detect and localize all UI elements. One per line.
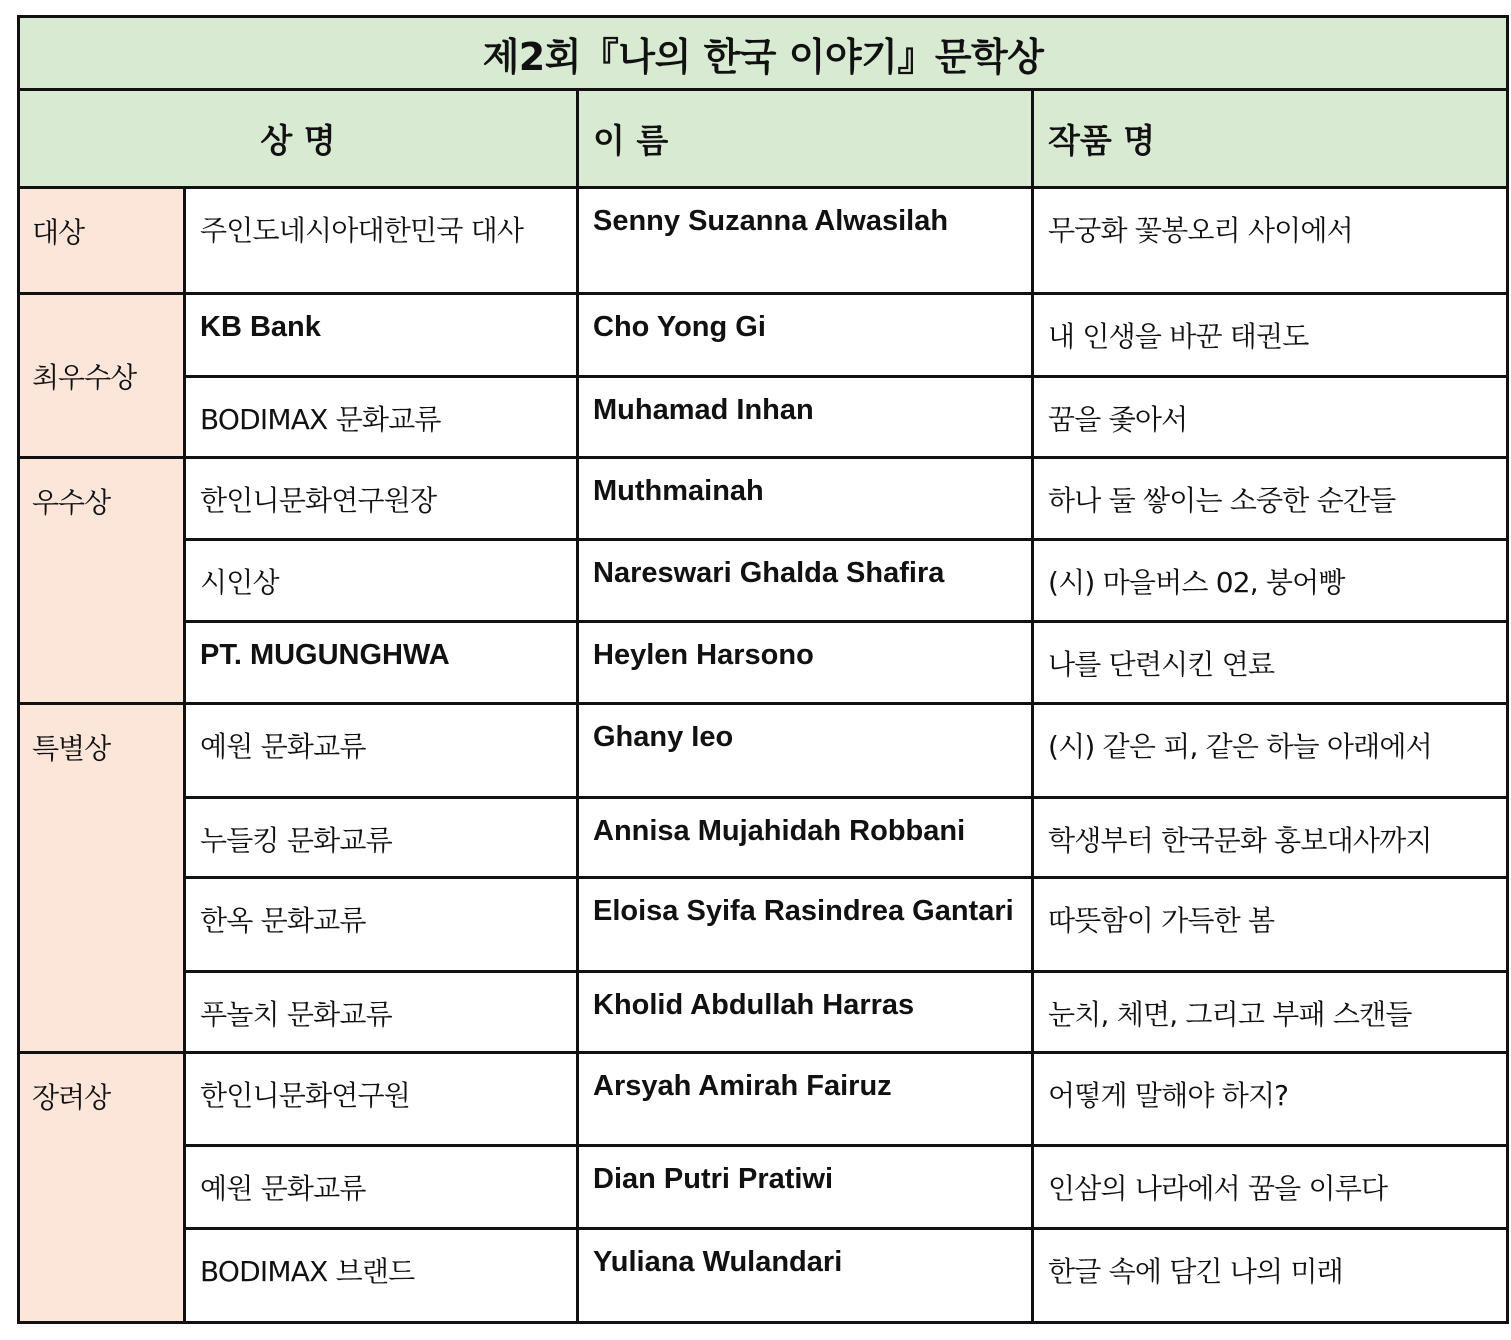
header-award: 상 명 bbox=[19, 90, 578, 188]
work-title: 한글 속에 담긴 나의 미래 bbox=[1033, 1229, 1508, 1323]
work-title: 내 인생을 바꾼 태권도 bbox=[1033, 294, 1508, 377]
table-row bbox=[19, 704, 1508, 798]
award-cell: BODIMAX 문화교류 bbox=[185, 377, 578, 458]
award-cell: 한인니문화연구원 bbox=[185, 1053, 578, 1146]
work-title: (시) 같은 피, 같은 하늘 아래에서 bbox=[1033, 704, 1508, 798]
award-cell: 예원 문화교류 bbox=[185, 1146, 578, 1229]
winner-name: Annisa Mujahidah Robbani bbox=[578, 798, 1033, 878]
award-cell: KB Bank bbox=[185, 294, 578, 377]
winner-name: Nareswari Ghalda Shafira bbox=[578, 540, 1033, 622]
category-jangnyeo: 장려상 bbox=[19, 1053, 185, 1323]
table-row bbox=[19, 622, 1508, 704]
table-row bbox=[19, 540, 1508, 622]
award-cell: 예원 문화교류 bbox=[185, 704, 578, 798]
winner-name: Eloisa Syifa Rasindrea Gantari bbox=[578, 878, 1033, 972]
award-cell: 주인도네시아대한민국 대사 bbox=[185, 188, 578, 294]
table-row bbox=[19, 1053, 1508, 1146]
winner-name: Muhamad Inhan bbox=[578, 377, 1033, 458]
table-row bbox=[19, 1229, 1508, 1323]
winner-name: Ghany Ieo bbox=[578, 704, 1033, 798]
table-row bbox=[19, 188, 1508, 294]
table-row bbox=[19, 458, 1508, 540]
award-cell: 한인니문화연구원장 bbox=[185, 458, 578, 540]
category-choeusu: 최우수상 bbox=[19, 294, 185, 458]
winner-name: Arsyah Amirah Fairuz bbox=[578, 1053, 1033, 1146]
winner-name: Kholid Abdullah Harras bbox=[578, 972, 1033, 1053]
winner-name: Senny Suzanna Alwasilah bbox=[578, 188, 1033, 294]
table-row bbox=[19, 377, 1508, 458]
category-teukbyeol: 특별상 bbox=[19, 704, 185, 1053]
winner-name: Heylen Harsono bbox=[578, 622, 1033, 704]
work-title: 인삼의 나라에서 꿈을 이루다 bbox=[1033, 1146, 1508, 1229]
title-row bbox=[19, 17, 1508, 90]
header-name: 이 름 bbox=[578, 90, 1033, 188]
work-title: 눈치, 체면, 그리고 부패 스캔들 bbox=[1033, 972, 1508, 1053]
work-title: 어떻게 말해야 하지? bbox=[1033, 1053, 1508, 1146]
award-cell: BODIMAX 브랜드 bbox=[185, 1229, 578, 1323]
work-title: 따뜻함이 가득한 봄 bbox=[1033, 878, 1508, 972]
award-cell: 시인상 bbox=[185, 540, 578, 622]
winner-name: Yuliana Wulandari bbox=[578, 1229, 1033, 1323]
work-title: 꿈을 좇아서 bbox=[1033, 377, 1508, 458]
winner-name: Muthmainah bbox=[578, 458, 1033, 540]
work-title: 나를 단련시킨 연료 bbox=[1033, 622, 1508, 704]
table-row bbox=[19, 878, 1508, 972]
award-cell: 한옥 문화교류 bbox=[185, 878, 578, 972]
table-title: 제2회『나의 한국 이야기』문학상 bbox=[19, 17, 1508, 90]
winner-name: Cho Yong Gi bbox=[578, 294, 1033, 377]
header-work: 작품 명 bbox=[1033, 90, 1508, 188]
table-row bbox=[19, 798, 1508, 878]
work-title: (시) 마을버스 02, 붕어빵 bbox=[1033, 540, 1508, 622]
table-row bbox=[19, 1146, 1508, 1229]
award-cell: 누들킹 문화교류 bbox=[185, 798, 578, 878]
category-daesang: 대상 bbox=[19, 188, 185, 294]
work-title: 학생부터 한국문화 홍보대사까지 bbox=[1033, 798, 1508, 878]
winner-name: Dian Putri Pratiwi bbox=[578, 1146, 1033, 1229]
work-title: 무궁화 꽃봉오리 사이에서 bbox=[1033, 188, 1508, 294]
category-usu: 우수상 bbox=[19, 458, 185, 704]
table-row bbox=[19, 972, 1508, 1053]
award-cell: PT. MUGUNGHWA bbox=[185, 622, 578, 704]
header-row bbox=[19, 90, 1508, 188]
table-row bbox=[19, 294, 1508, 377]
work-title: 하나 둘 쌓이는 소중한 순간들 bbox=[1033, 458, 1508, 540]
award-cell: 푸놀치 문화교류 bbox=[185, 972, 578, 1053]
awards-table bbox=[17, 15, 1509, 1324]
